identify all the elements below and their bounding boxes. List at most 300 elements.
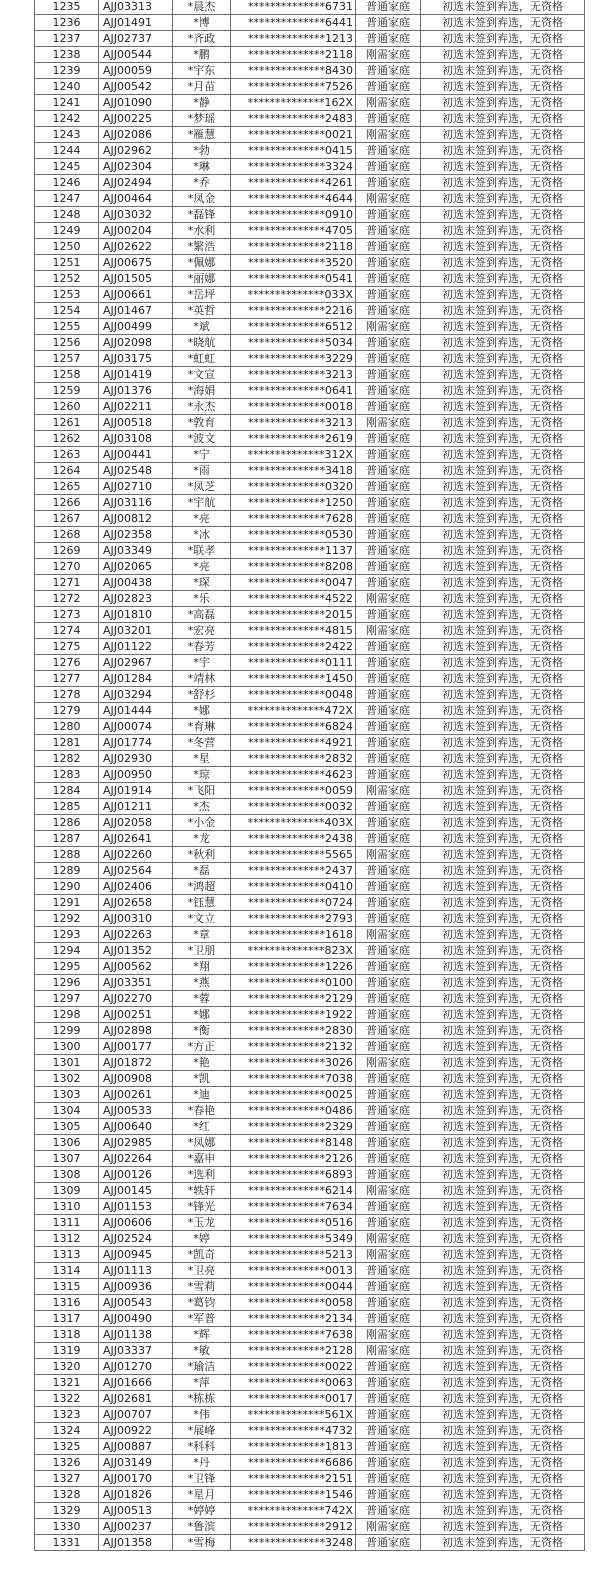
type-cell: 刚需家庭 (356, 191, 421, 207)
table-row (35, 303, 585, 319)
id-cell: **************0486 (231, 1103, 356, 1119)
name-cell: *高磊 (173, 607, 231, 623)
result-cell: 初选未签到弃选，无资格 (421, 175, 585, 191)
result-cell: 初选未签到弃选，无资格 (421, 671, 585, 687)
type-cell: 普通家庭 (356, 207, 421, 223)
type-cell: 普通家庭 (356, 463, 421, 479)
seq-cell: 1235 (35, 0, 99, 15)
result-cell: 初选未签到弃选，无资格 (421, 1055, 585, 1071)
code-cell: AJJ02058 (99, 815, 173, 831)
seq-cell: 1264 (35, 463, 99, 479)
name-cell: *岳坪 (173, 287, 231, 303)
type-cell: 刚需家庭 (356, 1519, 421, 1535)
seq-cell: 1298 (35, 1007, 99, 1023)
result-cell: 初选未签到弃选，无资格 (421, 815, 585, 831)
result-cell: 初选未签到弃选，无资格 (421, 527, 585, 543)
type-cell: 普通家庭 (356, 1071, 421, 1087)
name-cell: *凯奇 (173, 1247, 231, 1263)
name-cell: *凤金 (173, 191, 231, 207)
type-cell: 普通家庭 (356, 143, 421, 159)
code-cell: AJJ02658 (99, 895, 173, 911)
type-cell: 普通家庭 (356, 639, 421, 655)
name-cell: *凤芝 (173, 479, 231, 495)
code-cell: AJJ00544 (99, 47, 173, 63)
seq-cell: 1273 (35, 607, 99, 623)
name-cell: *宏亮 (173, 623, 231, 639)
seq-cell: 1238 (35, 47, 99, 63)
id-cell: **************7638 (231, 1327, 356, 1343)
name-cell: *艳 (173, 1055, 231, 1071)
seq-cell: 1268 (35, 527, 99, 543)
type-cell: 普通家庭 (356, 655, 421, 671)
table-row (35, 927, 585, 943)
table-row (35, 703, 585, 719)
id-cell: **************2619 (231, 431, 356, 447)
result-cell: 初选未签到弃选，无资格 (421, 335, 585, 351)
result-cell: 初选未签到弃选，无资格 (421, 1167, 585, 1183)
id-cell: **************0022 (231, 1359, 356, 1375)
type-cell: 普通家庭 (356, 175, 421, 191)
type-cell: 普通家庭 (356, 1503, 421, 1519)
seq-cell: 1281 (35, 735, 99, 751)
name-cell: *敦育 (173, 415, 231, 431)
id-cell: **************2793 (231, 911, 356, 927)
result-cell: 初选未签到弃选，无资格 (421, 1135, 585, 1151)
type-cell: 普通家庭 (356, 1423, 421, 1439)
results-table (34, 0, 585, 1551)
id-cell: **************472X (231, 703, 356, 719)
name-cell: *选利 (173, 1167, 231, 1183)
code-cell: AJJ00204 (99, 223, 173, 239)
id-cell: **************0530 (231, 527, 356, 543)
seq-cell: 1236 (35, 15, 99, 31)
type-cell: 普通家庭 (356, 1151, 421, 1167)
result-cell: 初选未签到弃选，无资格 (421, 655, 585, 671)
name-cell: *娜 (173, 703, 231, 719)
type-cell: 普通家庭 (356, 1167, 421, 1183)
table-row (35, 655, 585, 671)
id-cell: **************6441 (231, 15, 356, 31)
table-row (35, 975, 585, 991)
result-cell: 初选未签到弃选，无资格 (421, 1359, 585, 1375)
seq-cell: 1269 (35, 543, 99, 559)
table-row (35, 1327, 585, 1343)
type-cell: 刚需家庭 (356, 623, 421, 639)
result-cell: 初选未签到弃选，无资格 (421, 463, 585, 479)
type-cell: 普通家庭 (356, 159, 421, 175)
code-cell: AJJ01376 (99, 383, 173, 399)
result-cell: 初选未签到弃选，无资格 (421, 943, 585, 959)
name-cell: *杰 (173, 799, 231, 815)
name-cell: *章 (173, 927, 231, 943)
result-cell: 初选未签到弃选，无资格 (421, 1023, 585, 1039)
name-cell: *卫朋 (173, 943, 231, 959)
code-cell: AJJ00543 (99, 1295, 173, 1311)
code-cell: AJJ02548 (99, 463, 173, 479)
code-cell: AJJ01467 (99, 303, 173, 319)
name-cell: *宇 (173, 655, 231, 671)
name-cell: *星 (173, 751, 231, 767)
result-cell: 初选未签到弃选，无资格 (421, 255, 585, 271)
table-row (35, 47, 585, 63)
result-cell: 初选未签到弃选，无资格 (421, 575, 585, 591)
table-row (35, 687, 585, 703)
result-cell: 初选未签到弃选，无资格 (421, 1519, 585, 1535)
result-cell: 初选未签到弃选，无资格 (421, 911, 585, 927)
id-cell: **************0018 (231, 399, 356, 415)
code-cell: AJJ03175 (99, 351, 173, 367)
type-cell: 普通家庭 (356, 975, 421, 991)
table-row (35, 575, 585, 591)
seq-cell: 1306 (35, 1135, 99, 1151)
result-cell: 初选未签到弃选，无资格 (421, 1327, 585, 1343)
code-cell: AJJ00441 (99, 447, 173, 463)
type-cell: 普通家庭 (356, 943, 421, 959)
type-cell: 普通家庭 (356, 879, 421, 895)
table-row (35, 623, 585, 639)
seq-cell: 1284 (35, 783, 99, 799)
table-row (35, 223, 585, 239)
type-cell: 普通家庭 (356, 31, 421, 47)
code-cell: AJJ02737 (99, 31, 173, 47)
code-cell: AJJ01113 (99, 1263, 173, 1279)
type-cell: 普通家庭 (356, 1103, 421, 1119)
result-cell: 初选未签到弃选，无资格 (421, 287, 585, 303)
name-cell: *雪莉 (173, 1279, 231, 1295)
result-cell: 初选未签到弃选，无资格 (421, 1471, 585, 1487)
id-cell: **************7634 (231, 1199, 356, 1215)
seq-cell: 1327 (35, 1471, 99, 1487)
result-cell: 初选未签到弃选，无资格 (421, 1151, 585, 1167)
name-cell: *婷 (173, 1231, 231, 1247)
seq-cell: 1315 (35, 1279, 99, 1295)
table-row (35, 175, 585, 191)
name-cell: *宁 (173, 447, 231, 463)
seq-cell: 1248 (35, 207, 99, 223)
code-cell: AJJ02406 (99, 879, 173, 895)
code-cell: AJJ00908 (99, 1071, 173, 1087)
code-cell: AJJ02564 (99, 863, 173, 879)
result-cell: 初选未签到弃选，无资格 (421, 447, 585, 463)
name-cell: *冰 (173, 527, 231, 543)
table-row (35, 431, 585, 447)
seq-cell: 1240 (35, 79, 99, 95)
seq-cell: 1287 (35, 831, 99, 847)
name-cell: *水利 (173, 223, 231, 239)
name-cell: *鲁滨 (173, 1519, 231, 1535)
name-cell: *军普 (173, 1311, 231, 1327)
result-cell: 初选未签到弃选，无资格 (421, 1407, 585, 1423)
name-cell: *宇航 (173, 495, 231, 511)
result-cell: 初选未签到弃选，无资格 (421, 1311, 585, 1327)
seq-cell: 1302 (35, 1071, 99, 1087)
results-table-body (35, 0, 585, 1551)
result-cell: 初选未签到弃选，无资格 (421, 591, 585, 607)
table-row (35, 559, 585, 575)
code-cell: AJJ00251 (99, 1007, 173, 1023)
seq-cell: 1257 (35, 351, 99, 367)
id-cell: **************0021 (231, 127, 356, 143)
type-cell: 普通家庭 (356, 559, 421, 575)
id-cell: **************742X (231, 1503, 356, 1519)
name-cell: *文立 (173, 911, 231, 927)
seq-cell: 1329 (35, 1503, 99, 1519)
id-cell: **************4623 (231, 767, 356, 783)
code-cell: AJJ00887 (99, 1439, 173, 1455)
table-row (35, 591, 585, 607)
name-cell: *辉 (173, 1327, 231, 1343)
result-cell: 初选未签到弃选，无资格 (421, 703, 585, 719)
name-cell: *勃 (173, 143, 231, 159)
code-cell: AJJ03116 (99, 495, 173, 511)
table-row (35, 239, 585, 255)
id-cell: **************7038 (231, 1071, 356, 1087)
name-cell: *晓航 (173, 335, 231, 351)
type-cell: 普通家庭 (356, 815, 421, 831)
result-cell: 初选未签到弃选，无资格 (421, 127, 585, 143)
name-cell: *联孝 (173, 543, 231, 559)
id-cell: **************8430 (231, 63, 356, 79)
code-cell: AJJ01914 (99, 783, 173, 799)
result-cell: 初选未签到弃选，无资格 (421, 1263, 585, 1279)
id-cell: **************823X (231, 943, 356, 959)
type-cell: 普通家庭 (356, 1471, 421, 1487)
result-cell: 初选未签到弃选，无资格 (421, 1199, 585, 1215)
result-cell: 初选未签到弃选，无资格 (421, 687, 585, 703)
result-cell: 初选未签到弃选，无资格 (421, 863, 585, 879)
name-cell: *星月 (173, 1487, 231, 1503)
id-cell: **************3026 (231, 1055, 356, 1071)
seq-cell: 1278 (35, 687, 99, 703)
name-cell: *波文 (173, 431, 231, 447)
type-cell: 刚需家庭 (356, 1231, 421, 1247)
table-row (35, 1279, 585, 1295)
table-row (35, 1007, 585, 1023)
result-cell: 初选未签到弃选，无资格 (421, 191, 585, 207)
name-cell: *婷婷 (173, 1503, 231, 1519)
type-cell: 刚需家庭 (356, 591, 421, 607)
code-cell: AJJ03351 (99, 975, 173, 991)
table-row (35, 1087, 585, 1103)
name-cell: *栋栋 (173, 1391, 231, 1407)
type-cell: 普通家庭 (356, 303, 421, 319)
result-cell: 初选未签到弃选，无资格 (421, 1119, 585, 1135)
result-cell: 初选未签到弃选，无资格 (421, 143, 585, 159)
result-cell: 初选未签到弃选，无资格 (421, 639, 585, 655)
result-cell: 初选未签到弃选，无资格 (421, 1535, 585, 1551)
table-row (35, 1119, 585, 1135)
type-cell: 普通家庭 (356, 367, 421, 383)
table-row (35, 1263, 585, 1279)
id-cell: **************2151 (231, 1471, 356, 1487)
type-cell: 普通家庭 (356, 1359, 421, 1375)
type-cell: 刚需家庭 (356, 847, 421, 863)
code-cell: AJJ01090 (99, 95, 173, 111)
seq-cell: 1246 (35, 175, 99, 191)
id-cell: **************6214 (231, 1183, 356, 1199)
name-cell: *雁慧 (173, 127, 231, 143)
name-cell: *乔 (173, 175, 231, 191)
result-cell: 初选未签到弃选，无资格 (421, 271, 585, 287)
result-cell: 初选未签到弃选，无资格 (421, 1423, 585, 1439)
table-row (35, 671, 585, 687)
result-cell: 初选未签到弃选，无资格 (421, 1295, 585, 1311)
result-cell: 初选未签到弃选，无资格 (421, 431, 585, 447)
code-cell: AJJ01138 (99, 1327, 173, 1343)
code-cell: AJJ01352 (99, 943, 173, 959)
code-cell: AJJ00237 (99, 1519, 173, 1535)
table-row (35, 79, 585, 95)
code-cell: AJJ01358 (99, 1535, 173, 1551)
code-cell: AJJ00675 (99, 255, 173, 271)
seq-cell: 1267 (35, 511, 99, 527)
result-cell: 初选未签到弃选，无资格 (421, 351, 585, 367)
table-row (35, 1231, 585, 1247)
table-row (35, 1423, 585, 1439)
type-cell: 普通家庭 (356, 703, 421, 719)
type-cell: 刚需家庭 (356, 1247, 421, 1263)
seq-cell: 1247 (35, 191, 99, 207)
name-cell: *小金 (173, 815, 231, 831)
type-cell: 普通家庭 (356, 351, 421, 367)
name-cell: *静 (173, 95, 231, 111)
name-cell: *玉龙 (173, 1215, 231, 1231)
type-cell: 普通家庭 (356, 511, 421, 527)
seq-cell: 1309 (35, 1183, 99, 1199)
table-row (35, 1407, 585, 1423)
id-cell: **************0641 (231, 383, 356, 399)
name-cell: *秋利 (173, 847, 231, 863)
id-cell: **************3213 (231, 415, 356, 431)
result-cell: 初选未签到弃选，无资格 (421, 111, 585, 127)
type-cell: 普通家庭 (356, 527, 421, 543)
code-cell: AJJ02358 (99, 527, 173, 543)
id-cell: **************4921 (231, 735, 356, 751)
seq-cell: 1325 (35, 1439, 99, 1455)
table-row (35, 63, 585, 79)
type-cell: 普通家庭 (356, 1135, 421, 1151)
seq-cell: 1261 (35, 415, 99, 431)
seq-cell: 1297 (35, 991, 99, 1007)
result-cell: 初选未签到弃选，无资格 (421, 383, 585, 399)
type-cell: 普通家庭 (356, 1007, 421, 1023)
name-cell: *飞阳 (173, 783, 231, 799)
code-cell: AJJ00074 (99, 719, 173, 735)
table-row (35, 751, 585, 767)
id-cell: **************6731 (231, 0, 356, 15)
result-cell: 初选未签到弃选，无资格 (421, 783, 585, 799)
seq-cell: 1301 (35, 1055, 99, 1071)
id-cell: **************7628 (231, 511, 356, 527)
id-cell: **************403X (231, 815, 356, 831)
result-cell: 初选未签到弃选，无资格 (421, 1183, 585, 1199)
seq-cell: 1272 (35, 591, 99, 607)
name-cell: *文宣 (173, 367, 231, 383)
result-cell: 初选未签到弃选，无资格 (421, 959, 585, 975)
type-cell: 普通家庭 (356, 495, 421, 511)
table-row (35, 719, 585, 735)
id-cell: **************0017 (231, 1391, 356, 1407)
id-cell: **************4815 (231, 623, 356, 639)
seq-cell: 1292 (35, 911, 99, 927)
seq-cell: 1243 (35, 127, 99, 143)
seq-cell: 1285 (35, 799, 99, 815)
result-cell: 初选未签到弃选，无资格 (421, 879, 585, 895)
seq-cell: 1308 (35, 1167, 99, 1183)
table-row (35, 511, 585, 527)
seq-cell: 1316 (35, 1295, 99, 1311)
code-cell: AJJ02304 (99, 159, 173, 175)
table-row (35, 1295, 585, 1311)
name-cell: *春艳 (173, 1103, 231, 1119)
name-cell: *梦瑶 (173, 111, 231, 127)
id-cell: **************0048 (231, 687, 356, 703)
seq-cell: 1288 (35, 847, 99, 863)
seq-cell: 1270 (35, 559, 99, 575)
seq-cell: 1310 (35, 1199, 99, 1215)
name-cell: *繁浩 (173, 239, 231, 255)
type-cell: 普通家庭 (356, 767, 421, 783)
code-cell: AJJ02898 (99, 1023, 173, 1039)
type-cell: 普通家庭 (356, 271, 421, 287)
code-cell: AJJ00261 (99, 1087, 173, 1103)
id-cell: **************0100 (231, 975, 356, 991)
table-row (35, 991, 585, 1007)
result-cell: 初选未签到弃选，无资格 (421, 767, 585, 783)
code-cell: AJJ02264 (99, 1151, 173, 1167)
table-row (35, 639, 585, 655)
type-cell: 普通家庭 (356, 671, 421, 687)
seq-cell: 1250 (35, 239, 99, 255)
name-cell: *丽娜 (173, 271, 231, 287)
seq-cell: 1323 (35, 1407, 99, 1423)
result-cell: 初选未签到弃选，无资格 (421, 47, 585, 63)
type-cell: 普通家庭 (356, 111, 421, 127)
seq-cell: 1305 (35, 1119, 99, 1135)
table-row (35, 447, 585, 463)
code-cell: AJJ03149 (99, 1455, 173, 1471)
id-cell: **************2483 (231, 111, 356, 127)
seq-cell: 1277 (35, 671, 99, 687)
table-row (35, 815, 585, 831)
name-cell: *永杰 (173, 399, 231, 415)
type-cell: 刚需家庭 (356, 47, 421, 63)
type-cell: 普通家庭 (356, 1407, 421, 1423)
code-cell: AJJ02098 (99, 335, 173, 351)
code-cell: AJJ00950 (99, 767, 173, 783)
table-row (35, 527, 585, 543)
type-cell: 普通家庭 (356, 0, 421, 15)
id-cell: **************2126 (231, 1151, 356, 1167)
name-cell: *冬营 (173, 735, 231, 751)
seq-cell: 1299 (35, 1023, 99, 1039)
seq-cell: 1263 (35, 447, 99, 463)
result-cell: 初选未签到弃选，无资格 (421, 1487, 585, 1503)
code-cell: AJJ01666 (99, 1375, 173, 1391)
table-row (35, 95, 585, 111)
seq-cell: 1322 (35, 1391, 99, 1407)
code-cell: AJJ01444 (99, 703, 173, 719)
code-cell: AJJ02641 (99, 831, 173, 847)
type-cell: 普通家庭 (356, 735, 421, 751)
type-cell: 普通家庭 (356, 719, 421, 735)
table-row (35, 15, 585, 31)
id-cell: **************1213 (231, 31, 356, 47)
table-row (35, 879, 585, 895)
code-cell: AJJ02930 (99, 751, 173, 767)
name-cell: *琳 (173, 159, 231, 175)
id-cell: **************2216 (231, 303, 356, 319)
